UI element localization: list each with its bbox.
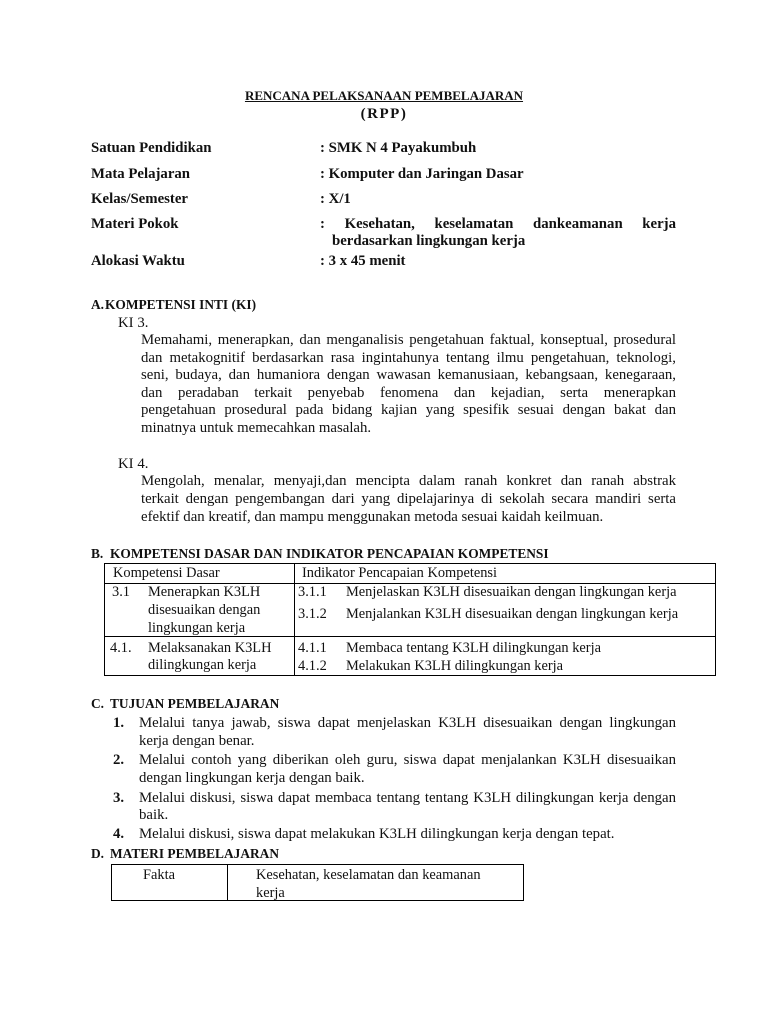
kd-text-line: disesuaikan dengan (148, 602, 261, 618)
table-header-indikator: Indikator Pencapaian Kompetensi (302, 565, 498, 581)
identity-value-alokasi: : 3 x 45 menit (320, 253, 406, 269)
identity-label-mapel: Mata Pelajaran (91, 166, 191, 182)
kd-text-line: lingkungan kerja (148, 620, 246, 636)
ki4-line: terkait dengan pengembangan dari yang dipelajarinya di sekolah secara mandiri serta (141, 491, 676, 507)
ki3-line: seni, budaya, dan humaniora dengan wawasan kemanusiaan, kebangsaan, kenegaraan, (141, 367, 676, 383)
ki3-line: dan metakognitif berdasarkan rasa ingintahunya tentang ilmu pengetahuan, teknologi, (141, 350, 676, 366)
identity-value-materi-line: berdasarkan lingkungan kerja (332, 233, 526, 249)
document-title: RENCANA PELAKSANAAN PEMBELAJARAN (244, 88, 524, 103)
kd-text-line: dilingkungan kerja (148, 657, 257, 673)
objective-line: kerja dengan benar. (139, 733, 255, 749)
indicator-text: Melakukan K3LH dilingkungan kerja (346, 658, 564, 674)
section-b-heading: KOMPETENSI DASAR DAN INDIKATOR PENCAPAIAN KOMPETENSI (110, 546, 549, 561)
table-column-divider (294, 564, 295, 675)
section-a-letter: A. (91, 297, 105, 312)
indicator-number: 4.1.1 (298, 640, 327, 656)
kd-text-line: Menerapkan K3LH (148, 584, 261, 600)
objective-number: 3. (113, 790, 125, 806)
objective-line: dengan lingkungan kerja dengan baik. (139, 770, 365, 786)
identity-value-mapel: : Komputer dan Jaringan Dasar (320, 166, 524, 182)
section-c-heading: TUJUAN PEMBELAJARAN (110, 696, 280, 711)
indicator-text: Membaca tentang K3LH dilingkungan kerja (346, 640, 601, 656)
identity-value-materi-line: : Kesehatan, keselamatan dankeamanan kerja (320, 216, 676, 232)
indicator-number: 3.1.2 (298, 606, 327, 622)
document-subtitle: (RPP) (360, 106, 408, 122)
materi-content-line: kerja (256, 885, 285, 901)
identity-label-satuan: Satuan Pendidikan (91, 140, 212, 156)
materi-label: Fakta (143, 867, 175, 883)
ki3-line: pengetahuan prosedural pada bidang kajian yang spesifik sesuai dengan bakat dan (141, 402, 676, 418)
competency-table (104, 563, 716, 676)
materi-content-line: Kesehatan, keselamatan dan keamanan (256, 867, 481, 883)
indicator-number: 3.1.1 (298, 584, 327, 600)
objective-line: baik. (139, 807, 169, 823)
section-a-heading: KOMPETENSI INTI (KI) (105, 297, 257, 312)
indicator-text: Menjalankan K3LH disesuaikan dengan lingkungan kerja (346, 606, 679, 622)
objective-number: 2. (113, 752, 125, 768)
objective-line: Melalui diskusi, siswa dapat melakukan K3LH dilingkungan kerja dengan tepat. (139, 826, 615, 842)
ki4-label: KI 4. (118, 456, 149, 472)
section-b-letter: B. (91, 546, 104, 561)
objective-number: 4. (113, 826, 125, 842)
objective-number: 1. (113, 715, 125, 731)
identity-value-kelas: : X/1 (320, 191, 351, 207)
ki3-line: dan peradaban terkait penyebab fenomena dan kejadian, serta menerapkan (141, 385, 676, 401)
kd-number: 4.1. (110, 640, 132, 656)
identity-label-materi: Materi Pokok (91, 216, 179, 232)
ki3-line: minatnya untuk memecahkan masalah. (141, 420, 372, 436)
identity-value-satuan: : SMK N 4 Payakumbuh (320, 140, 477, 156)
materi-table (111, 864, 524, 901)
kd-number: 3.1 (112, 584, 130, 600)
ki4-line: Mengolah, menalar, menyaji,dan mencipta dalam ranah konkret dan ranah abstrak (141, 473, 676, 489)
section-c-letter: C. (91, 696, 105, 711)
ki3-label: KI 3. (118, 315, 149, 331)
ki4-line: efektif dan kreatif, dan mampu menggunakan metoda sesuai kaidah keilmuan. (141, 509, 604, 525)
objective-line: Melalui tanya jawab, siswa dapat menjelaskan K3LH disesuaikan dengan lingkungan (139, 715, 676, 731)
identity-label-alokasi: Alokasi Waktu (91, 253, 185, 269)
table-column-divider (227, 865, 228, 900)
indicator-text: Menjelaskan K3LH disesuaikan dengan lingkungan kerja (346, 584, 677, 600)
section-d-heading: MATERI PEMBELAJARAN (110, 846, 279, 861)
table-header-kompetensi-dasar: Kompetensi Dasar (113, 565, 220, 581)
ki3-line: Memahami, menerapkan, dan menganalisis pengetahuan faktual, konseptual, prosedural (141, 332, 676, 348)
identity-label-kelas: Kelas/Semester (91, 191, 188, 207)
objective-line: Melalui contoh yang diberikan oleh guru, siswa dapat menjalankan K3LH disesuaikan (139, 752, 676, 768)
objective-line: Melalui diskusi, siswa dapat membaca tentang tentang K3LH dilingkungan kerja dengan (139, 790, 676, 806)
section-d-letter: D. (91, 846, 105, 861)
indicator-number: 4.1.2 (298, 658, 327, 674)
kd-text-line: Melaksanakan K3LH (148, 640, 272, 656)
